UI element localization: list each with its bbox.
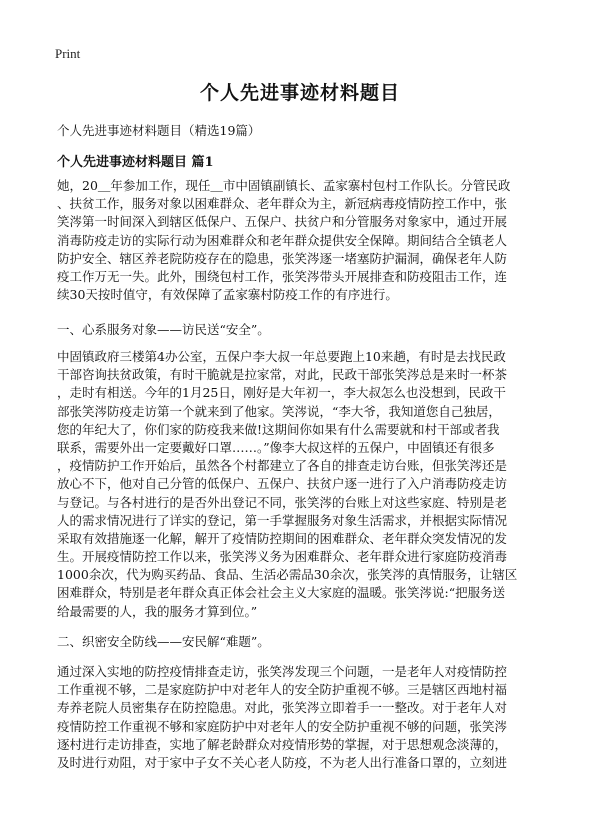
text-line: 、扶贫工作，服务对象以困难群众、老年群众为主，新冠病毒疫情防控工作中，张 — [57, 196, 508, 212]
text-line: 放心不下，他对自己分管的低保户、五保户、扶贫户逐一进行了入户消毒防疫走访 — [57, 476, 508, 492]
text-line: 寿养老院人员密集存在防控隐患。对此，张笑涔立即着手一一整改。对于老年人对 — [57, 700, 508, 716]
text-line: 部张笑涔防疫走访第一个就来到了他家。笑涔说，“李大爷，我知道您自己独居， — [57, 403, 501, 419]
text-line: 干部咨询扶贫政策，有时干脆就是拉家常，对此，民政干部张笑涔总是来时一杯茶 — [57, 367, 508, 383]
text-line: 疫工作万无一失。此外，围绕包村工作，张笑涔带头开展排查和防疫阻击工作，连 — [57, 268, 508, 284]
text-line: 生。开展疫情防控工作以来，张笑涔义务为困难群众、老年群众进行家庭防疫消毒 — [57, 549, 508, 565]
print-link[interactable]: Print — [55, 46, 81, 61]
text-line: 疫情防控工作重视不够和家庭防护中对老年人的安全防护重视不够的问题，张笑涔 — [57, 718, 508, 734]
text-line: 给最需要的人，我的服务才算到位。” — [57, 603, 258, 619]
section-title: 个人先进事迹材料题目 篇1 — [57, 155, 214, 170]
text-line: 她，20＿年参加工作，现任＿市中固镇副镇长、孟家寨村包村工作队长。分管民政 — [57, 178, 511, 193]
text-line: 您的年纪大了，你们家的防疫我来做!这期间你如果有什么需要就和村干部或者我 — [57, 421, 500, 437]
text-line: 人的需求情况进行了详实的登记，第一手掌握服务对象生活需求，并根据实际情况 — [57, 512, 508, 528]
text-line: 逐村进行走访排查，实地了解老龄群众对疫情形势的掌握，对于思想观念淡薄的， — [57, 736, 508, 752]
subheading-one: 一、心系服务对象——访民送“安全”。 — [57, 322, 270, 337]
subheading-two: 二、织密安全防线——安民解“难题”。 — [57, 634, 270, 649]
paragraph-safety — [57, 663, 547, 772]
text-line: 及时进行劝阻，对于家中子女不关心老人防疫，不为老人出行准备口罩的，立刻进 — [57, 754, 508, 770]
paragraph-intro — [57, 177, 547, 304]
text-line: 续30天按时值守，有效保障了孟家寨村防疫工作的有序进行。 — [57, 287, 398, 303]
text-line: ，走时有相送。今年的1月25日，刚好是大年初一，李大叔怎么也没想到，民政干 — [57, 385, 506, 401]
text-line: 中固镇政府三楼第4办公室，五保户李大叔一年总要跑上10来趟，有时是去找民政 — [57, 349, 506, 364]
text-line: 消毒防疫走访的实际行动为困难群众和老年群众提供安全保障。期间结合全镇老人 — [57, 232, 508, 248]
text-line: ，疫情防护工作开始后，虽然各个村都建立了各自的排查走访台账，但张笑涔还是 — [57, 458, 508, 474]
paragraph-service — [57, 348, 547, 621]
document-subtitle: 个人先进事迹材料题目（精选19篇） — [57, 123, 261, 138]
text-line: 防护安全、辖区养老院防疫存在的隐患，张笑涔逐一堵塞防护漏洞，确保老年人防 — [57, 250, 508, 266]
text-line: 困难群众，特别是老年群众真正体会社会主义大家庭的温暖。张笑涔说:“把服务送 — [57, 585, 506, 601]
text-line: 工作重视不够，二是家庭防护中对老年人的安全防护重视不够。三是辖区西地村福 — [57, 682, 508, 698]
text-line: 笑涔第一时间深入到辖区低保户、五保户、扶贫户和分管服务对象家中，通过开展 — [57, 214, 508, 230]
page-title: 个人先进事迹材料题目 — [199, 82, 400, 104]
text-line: 通过深入实地的防控疫情排查走访，张笑涔发现三个问题，一是老年人对疫情防控 — [57, 664, 508, 679]
text-line: 1000余次，代为购买药品、食品、生活必需品30余次，张笑涔的真情服务，让辖区 — [57, 567, 518, 583]
text-line: 联系，需要外出一定要戴好口罩……。”像李大叔这样的五保户，中固镇还有很多 — [57, 439, 495, 455]
text-line: 采取有效措施逐一化解，解开了疫情防控期间的困难群众、老年群众突发情况的发 — [57, 530, 508, 546]
text-line: 与登记。与各村进行的是否外出登记不同，张笑涔的台账上对这些家庭、特别是老 — [57, 494, 508, 510]
